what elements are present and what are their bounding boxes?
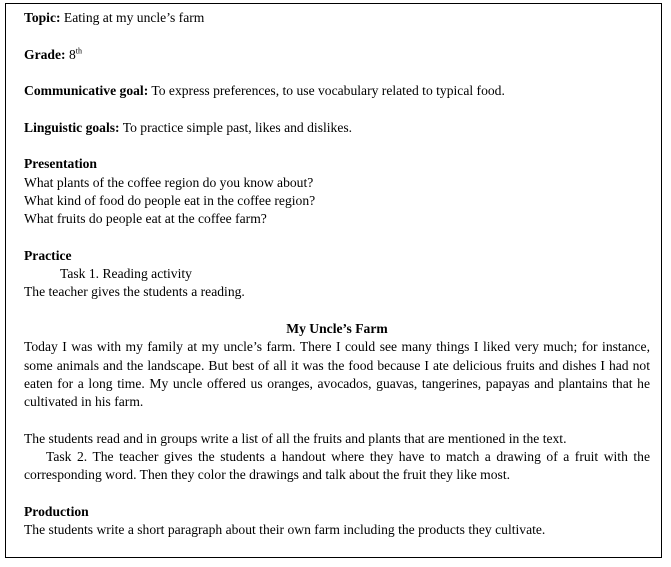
linguistic-goals-value: To practice simple past, likes and dislikes. xyxy=(122,119,353,135)
grade-suffix: th xyxy=(75,46,82,56)
practice-intro: The teacher gives the students a reading. xyxy=(24,284,245,300)
communicative-goal-label: Communicative goal: xyxy=(24,83,149,99)
communicative-goal-value: To express preferences, to use vocabulary related to typical food. xyxy=(151,83,505,99)
presentation-heading: Presentation xyxy=(24,156,97,172)
reading-title: My Uncle’s Farm xyxy=(286,321,388,337)
after-reading-text: The students read and in groups write a list of all the fruits and plants that are mentioned in the text. xyxy=(24,430,567,446)
grade-line xyxy=(24,46,650,64)
presentation-question: What plants of the coffee region do you know about? xyxy=(24,174,314,190)
presentation-question: What kind of food do people eat in the coffee region? xyxy=(24,192,316,208)
production-text: The students write a short paragraph about their own farm including the products they cultivate. xyxy=(24,522,546,538)
grade-value: 8 xyxy=(68,46,76,62)
lesson-plan-content xyxy=(24,9,650,540)
topic-line xyxy=(24,9,650,27)
task1-label: Task 1. Reading activity xyxy=(60,266,192,282)
topic-value: Eating at my uncle’s farm xyxy=(63,10,205,25)
presentation-question: What fruits do people eat at the coffee farm? xyxy=(24,211,267,227)
linguistic-goals-line xyxy=(24,119,650,137)
grade-label: Grade: xyxy=(24,46,66,62)
task2-text: Task 2. The teacher gives the students a handout where they have to match a drawing of a fruit with the corresponding word. Then they color the drawings and talk about the fruit they like most. xyxy=(24,449,650,483)
linguistic-goals-label: Linguistic goals: xyxy=(24,119,120,135)
practice-heading: Practice xyxy=(24,247,72,263)
topic-label: Topic: xyxy=(24,10,61,25)
reading-text: Today I was with my family at my uncle’s farm. There I could see many things I liked very much; for instance, some animals and the landscape. But best of all it was the food because I ate delicious fruits and dishes I had not eaten for a long time. My uncle offered us oranges, avocados, guavas, tangerines, papayas and plantains that he cultivated in his farm. xyxy=(24,339,650,410)
lesson-plan-frame xyxy=(5,3,662,558)
production-heading: Production xyxy=(24,504,89,520)
communicative-goal-line xyxy=(24,82,650,100)
